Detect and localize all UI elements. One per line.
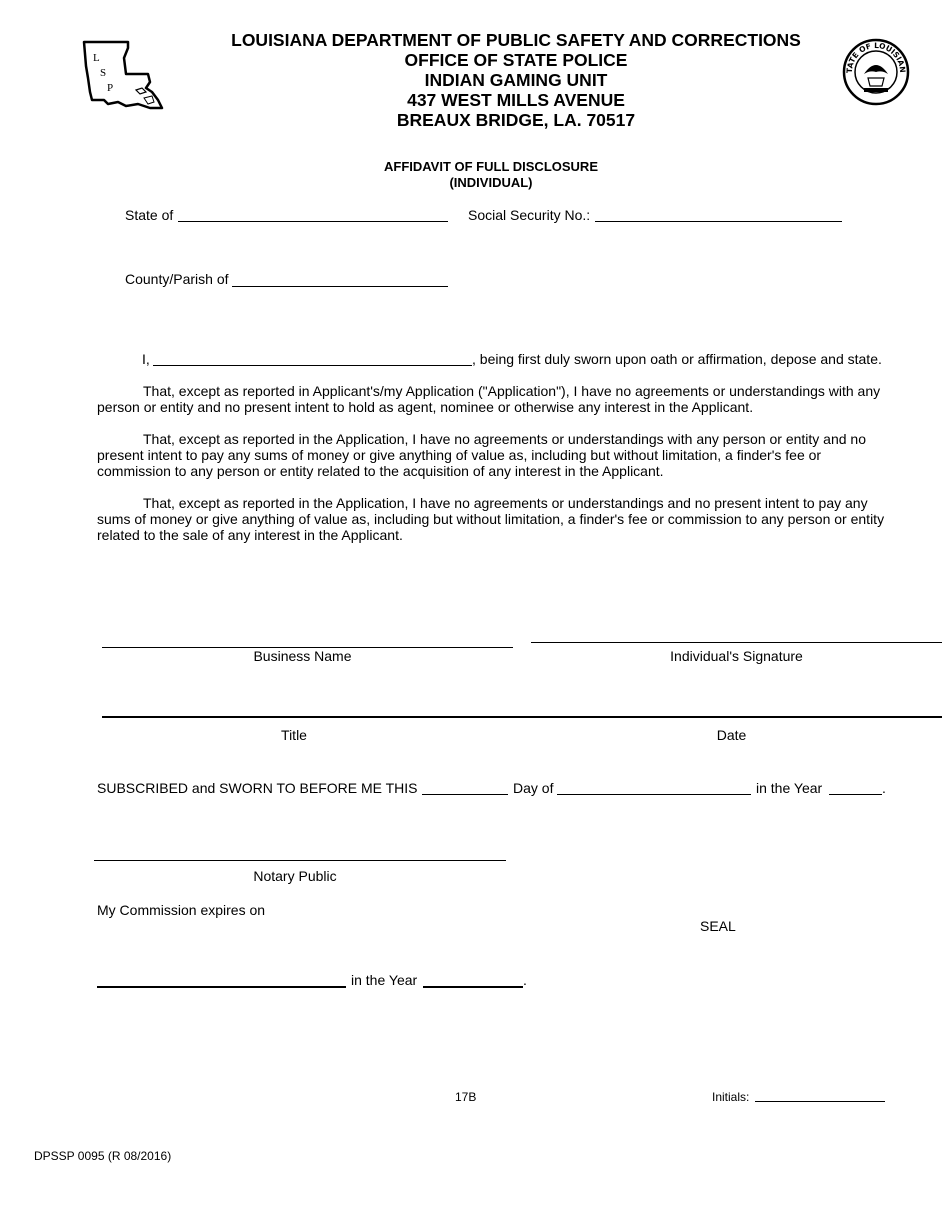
form-title-line-2: (INDIVIDUAL) <box>449 175 533 190</box>
form-number: DPSSP 0095 (R 08/2016) <box>34 1149 172 1163</box>
logo-letter-l: L <box>93 52 100 64</box>
individual-signature-label: Individual's Signature <box>670 648 803 664</box>
initials-field[interactable] <box>755 1101 885 1102</box>
seal-label: SEAL <box>700 918 736 934</box>
initials-label: Initials: <box>712 1090 750 1104</box>
individual-signature-field[interactable] <box>531 642 942 643</box>
state-of-field[interactable] <box>178 221 448 222</box>
logo-letter-p: P <box>107 82 114 94</box>
header-line-3: INDIAN GAMING UNIT <box>424 70 608 90</box>
agency-header <box>0 30 950 130</box>
day-of-label: Day of <box>513 780 554 796</box>
state-of-label: State of <box>125 207 174 223</box>
page-code: 17B <box>455 1090 477 1104</box>
commission-expires-label: My Commission expires on <box>97 902 266 918</box>
seal-text: TATE OF LOUISIAN <box>844 40 908 74</box>
notary-signature-field[interactable] <box>94 860 506 861</box>
form-title-line-1: AFFIDAVIT OF FULL DISCLOSURE <box>383 159 598 174</box>
sworn-statement: , being first duly sworn upon oath or affirmation, depose and state. <box>472 351 882 367</box>
header-line-2: OFFICE OF STATE POLICE <box>404 50 628 70</box>
sworn-in-the-year-label: in the Year <box>756 780 823 796</box>
commission-date-field[interactable] <box>97 986 346 988</box>
header-line-5: BREAUX BRIDGE, LA. 70517 <box>396 110 636 130</box>
logo-letter-s: S <box>100 67 107 79</box>
header-line-1: LOUISIANA DEPARTMENT OF PUBLIC SAFETY AND CORRECTIONS <box>231 30 801 50</box>
form-title <box>0 159 950 191</box>
subscribed-sworn-label: SUBSCRIBED and SWORN TO BEFORE ME THIS <box>97 780 418 796</box>
paragraph-2: That, except as reported in the Application, I have no agreements or understandings with any person or entity and no present intent to pay any sums of money or give anything of value as, including but without limitation, a finder's fee or commission to any person or entity related to the acquisition of any interest in the Applicant. <box>97 431 867 479</box>
commission-period: . <box>523 972 527 988</box>
title-date-field[interactable] <box>102 716 942 718</box>
commission-year-field[interactable] <box>423 986 523 988</box>
date-label: Date <box>716 727 747 743</box>
county-parish-label: County/Parish of <box>125 271 229 287</box>
ssn-field[interactable] <box>595 221 842 222</box>
title-label: Title <box>281 727 307 743</box>
header-line-4: 437 WEST MILLS AVENUE <box>407 90 625 110</box>
paragraph-1: That, except as reported in Applicant's/my Application ("Application"), I have no agreements or understandings with any person or entity and no present intent to hold as agent, nominee or otherwise any interest in the Applicant. <box>97 383 881 415</box>
affiant-name-field[interactable] <box>153 365 472 366</box>
notary-public-label: Notary Public <box>253 868 337 884</box>
business-name-label: Business Name <box>253 648 352 664</box>
sworn-period: . <box>882 780 886 796</box>
paragraph-3: That, except as reported in the Application, I have no agreements or understandings and no present intent to pay any sums of money or give anything of value as, including but without limitation, a finder's fee or commission to any person or entity related to the sale of any interest in the Applicant. <box>97 495 885 543</box>
county-parish-field[interactable] <box>232 286 448 287</box>
ssn-label: Social Security No.: <box>468 207 591 223</box>
sworn-day-field[interactable] <box>422 794 508 795</box>
sworn-year-field[interactable] <box>829 794 882 795</box>
sworn-month-field[interactable] <box>557 794 751 795</box>
commission-in-the-year-label: in the Year <box>351 972 418 988</box>
i-label: I, <box>142 351 150 367</box>
